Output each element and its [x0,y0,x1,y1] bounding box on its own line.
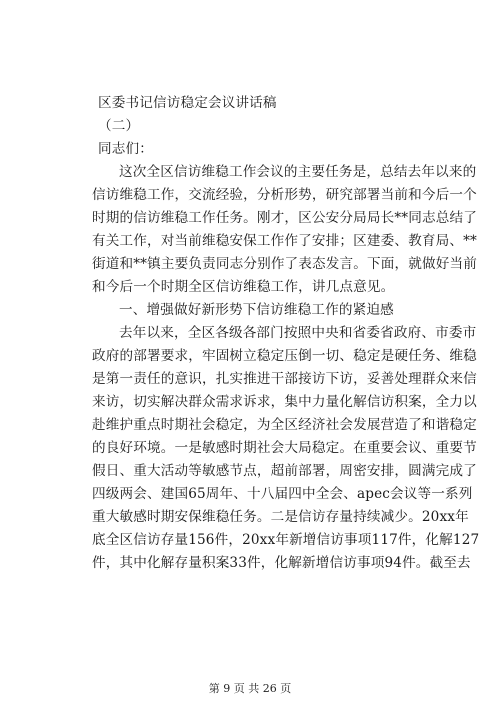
paragraph-line: 件，其中化解存量积案33件，化解新增信访事项94件。截至去 [92,555,471,571]
paragraph-line: 有关工作，对当前维稳安保工作作了安排；区建委、教育局、** [92,233,477,249]
paragraph-line: 这次全区信访维稳工作会议的主要任务是，总结去年以来的 [119,164,477,180]
paragraph-line: 信访维稳工作，交流经验，分析形势，研究部署当前和今后一个 [92,187,477,203]
paragraph-line: 街道和**镇主要负责同志分别作了表态发言。下面，就做好当前 [92,256,477,272]
paragraph-1 [92,161,477,299]
paragraph-line: 去年以来，全区各级各部门按照中央和省委省政府、市委市 [119,325,477,341]
paragraph-line: 底全区信访存量156件，20xx年新增信访事项117件，化解127 [92,532,480,548]
section-heading: 一、增强做好新形势下信访维稳工作的紧迫感 [119,302,394,318]
paragraph-line: 来访，切实解决群众需求诉求，集中力量化解信访积案，全力以 [92,394,477,410]
paragraph-line: 是第一责任的意识，扎实推进干部接访下访，妥善处理群众来信 [92,371,477,387]
document-title: 区委书记信访稳定会议讲话稿 [98,95,277,111]
document-body [92,92,480,575]
page-footer: 第 9 页 共 26 页 [208,682,292,695]
paragraph-line: 四级两会、建国65周年、十八届四中全会、apec会议等一系列 [92,486,473,502]
paragraph-line: 和今后一个时期全区信访维稳工作，讲几点意见。 [92,279,395,295]
salutation: 同志们： [98,141,153,157]
paragraph-line: 重大敏感时期安保维稳任务。二是信访存量持续减少。20xx年 [92,509,469,525]
paragraph-line: 时期的信访维稳工作任务。刚才，区公安分局局长**同志总结了 [92,210,477,226]
paragraph-2 [92,322,480,575]
paragraph-line: 赴维护重点时期社会稳定，为全区经济社会发展营造了和谐稳定 [92,417,477,433]
document-subtitle: （二） [98,118,140,134]
paragraph-line: 假日、重大活动等敏感节点，超前部署，周密安排，圆满完成了 [92,463,477,479]
paragraph-line: 政府的部署要求，牢固树立稳定压倒一切、稳定是硬任务、维稳 [92,348,477,364]
paragraph-line: 的良好环境。一是敏感时期社会大局稳定。在重要会议、重要节 [92,440,477,456]
